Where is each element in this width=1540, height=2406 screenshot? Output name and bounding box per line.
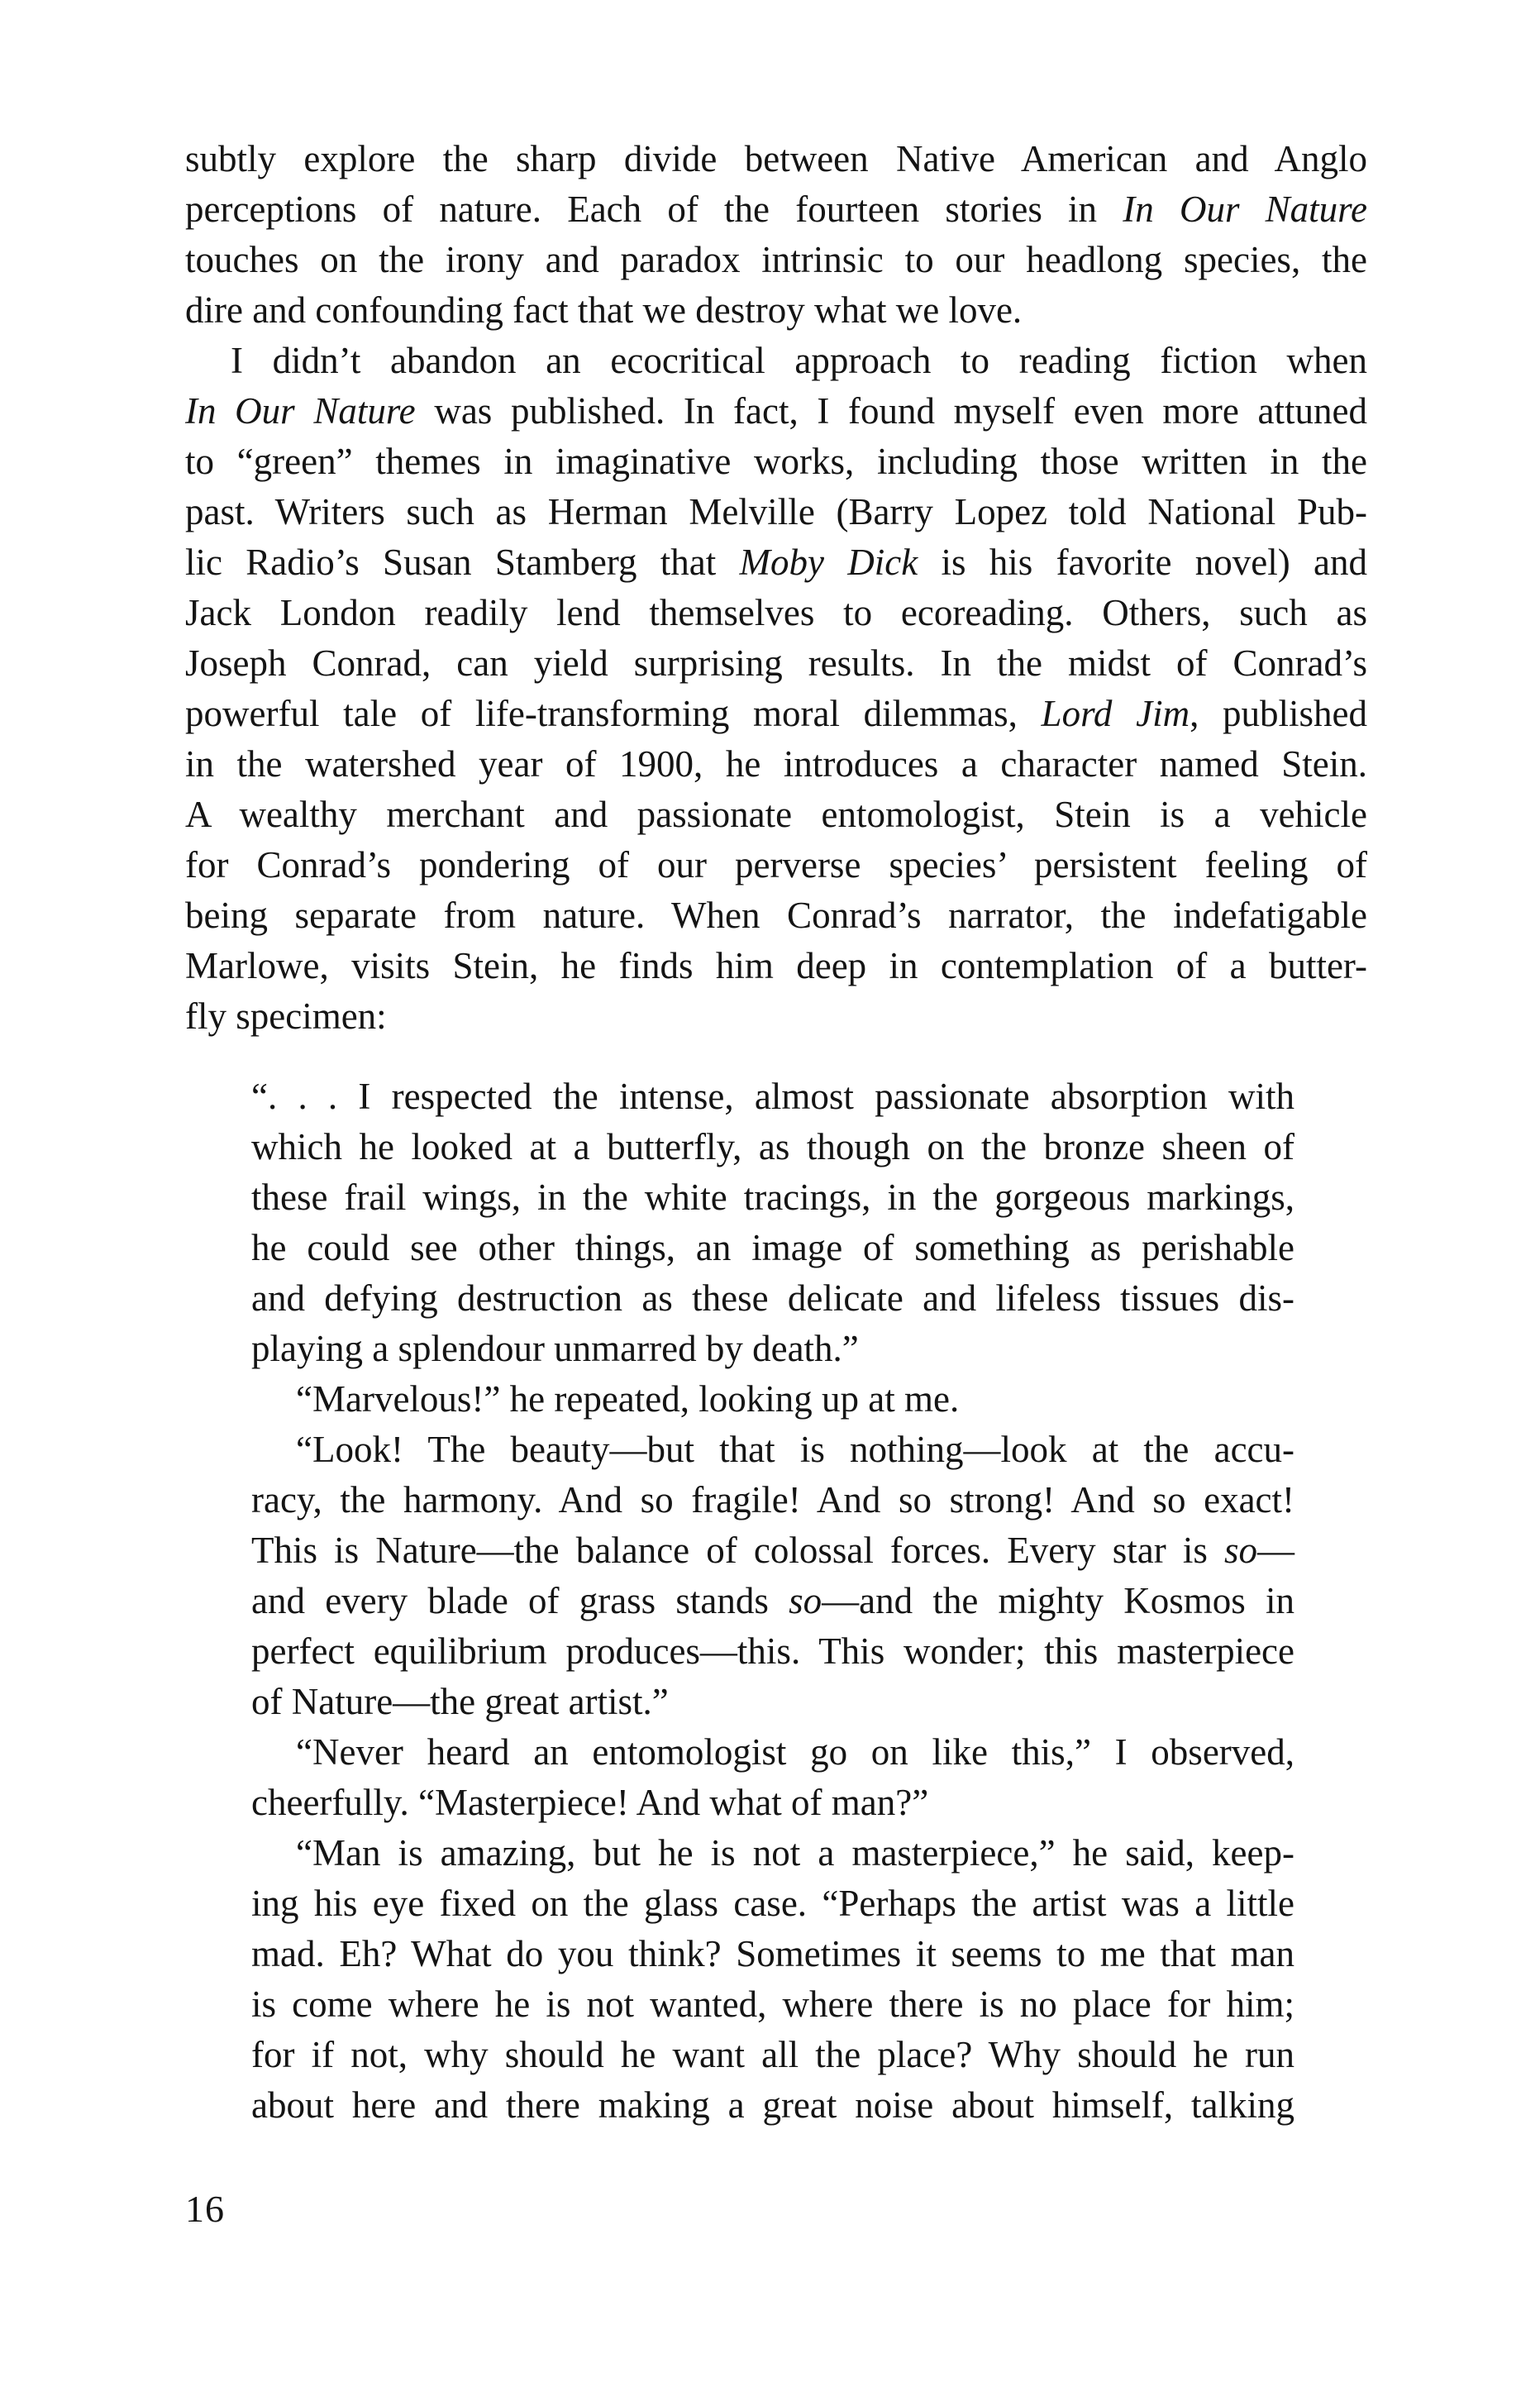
paragraph-line: past. Writers such as Herman Melville (Barry Lopez told National Pub- (185, 491, 1367, 532)
paragraph-line: I didn’t abandon an ecocritical approach to reading fiction when (231, 340, 1367, 381)
paragraph-line: perceptions of nature. Each of the fourteen stories in In Our Nature (185, 189, 1367, 230)
paragraph-line: being separate from nature. When Conrad’s narrator, the indefatigable (185, 895, 1367, 936)
quote-line: for if not, why should he want all the place? Why should he run (251, 2034, 1294, 2075)
paragraph-line: to “green” themes in imaginative works, including those written in the (185, 441, 1367, 482)
quote-line: and every blade of grass stands so—and the mighty Kosmos in (251, 1580, 1294, 1621)
quote-line: “. . . I respected the intense, almost passionate absorption with (251, 1076, 1294, 1117)
paragraph-line: A wealthy merchant and passionate entomologist, Stein is a vehicle (185, 794, 1367, 835)
quote-line: “Man is amazing, but he is not a masterpiece,” he said, keep- (296, 1832, 1294, 1874)
quote-line: This is Nature—the balance of colossal forces. Every star is so— (251, 1530, 1294, 1571)
quote-line: which he looked at a butterfly, as though on the bronze sheen of (251, 1126, 1294, 1167)
paragraph-line: subtly explore the sharp divide between Native American and Anglo (185, 138, 1367, 179)
quote-line: “Marvelous!” he repeated, looking up at me. (296, 1378, 960, 1420)
quote-line: ing his eye fixed on the glass case. “Perhaps the artist was a little (251, 1883, 1294, 1924)
paragraph-line: fly specimen: (185, 995, 387, 1037)
quote-line: about here and there making a great noise about himself, talking (251, 2084, 1294, 2126)
paragraph-line: touches on the irony and paradox intrinsic to our headlong species, the (185, 239, 1367, 280)
quote-line: perfect equilibrium produces—this. This wonder; this masterpiece (251, 1630, 1294, 1672)
quote-line: he could see other things, an image of something as perishable (251, 1227, 1294, 1268)
quote-line: racy, the harmony. And so fragile! And so strong! And so exact! (251, 1479, 1294, 1520)
quote-line: is come where he is not wanted, where there is no place for him; (251, 1984, 1294, 2025)
quote-line: “Never heard an entomologist go on like this,” I observed, (296, 1731, 1294, 1773)
paragraph-line: powerful tale of life-transforming moral dilemmas, Lord Jim, published (185, 693, 1367, 734)
quote-line: mad. Eh? What do you think? Sometimes it seems to me that man (251, 1933, 1294, 1974)
paragraph-line: In Our Nature was published. In fact, I found myself even more attuned (185, 390, 1367, 432)
quote-line: and defying destruction as these delicate and lifeless tissues dis- (251, 1277, 1294, 1319)
paragraph-line: in the watershed year of 1900, he introduces a character named Stein. (185, 743, 1367, 785)
paragraph-line: lic Radio’s Susan Stamberg that Moby Dick is his favorite novel) and (185, 542, 1368, 583)
quote-line: of Nature—the great artist.” (251, 1681, 669, 1722)
paragraph-line: Jack London readily lend themselves to ecoreading. Others, such as (185, 592, 1367, 633)
paragraph-line: for Conrad’s pondering of our perverse species’ persistent feeling of (185, 844, 1367, 886)
quote-line: cheerfully. “Masterpiece! And what of man?” (251, 1782, 929, 1823)
paragraph-line: Joseph Conrad, can yield surprising results. In the midst of Conrad’s (185, 642, 1367, 684)
quote-line: playing a splendour unmarred by death.” (251, 1328, 859, 1369)
quote-line: these frail wings, in the white tracings, in the gorgeous markings, (251, 1177, 1294, 1218)
paragraph-line: dire and confounding fact that we destroy what we love. (185, 289, 1023, 331)
paragraph-line: Marlowe, visits Stein, he finds him deep in contemplation of a butter- (185, 945, 1367, 986)
quote-line: “Look! The beauty—but that is nothing—look at the accu- (296, 1429, 1294, 1470)
page-number: 16 (185, 2188, 225, 2230)
